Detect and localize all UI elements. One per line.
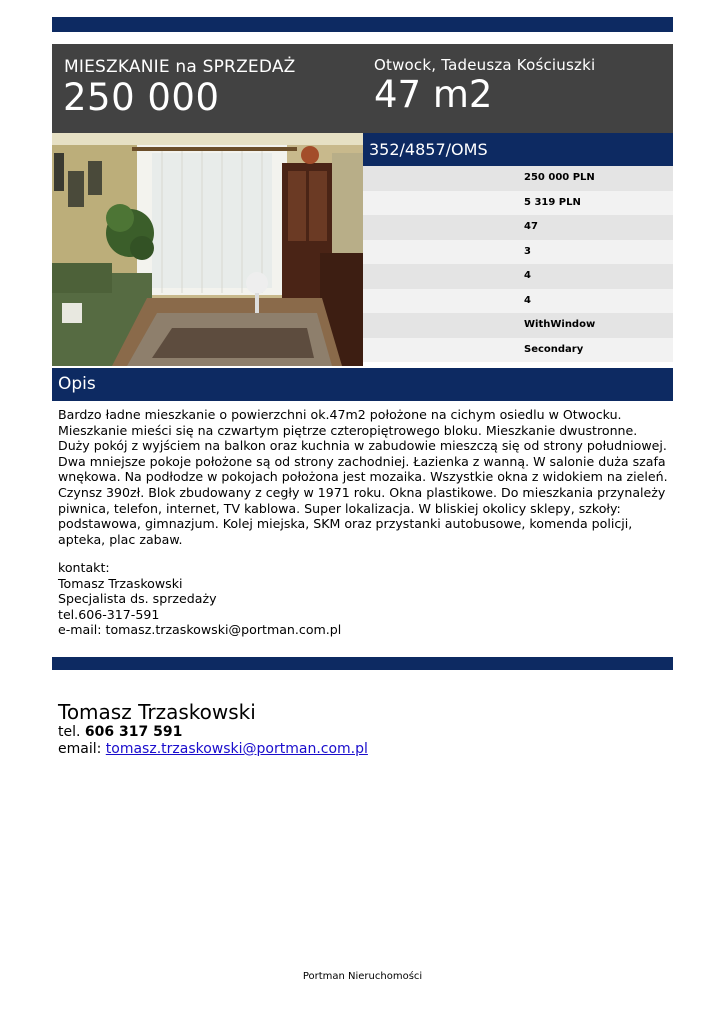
- contact-block: [58, 560, 341, 638]
- description-heading: Opis: [52, 368, 673, 401]
- listing-area: 47 m2: [374, 73, 493, 116]
- detail-area: 47: [363, 215, 673, 240]
- agent-email-link[interactable]: tomasz.trzaskowski@portman.com.pl: [105, 741, 368, 757]
- description-text: Bardzo ładne mieszkanie o powierzchni ok.47m2 położone na cichym osiedlu w Otwocku. Mieszkanie mieści się na czwartym piętrze czteropiętrowego bloku. Mieszkanie dwustronne. Duży pokój z wyjściem na balkon oraz kuchnia w zabudowie mieszczą się od strony południowej. Dwa mniejsze pokoje położone są od strony zachodniej. Łazienka z wanną. W salonie duża szafa wnękowa. Na podłodze w pokojach położona jest mozaika. Wszystkie okna z widokiem na zieleń. Czynsz 390zł. Blok zbudowany z cegły w 1971 roku. Okna plastikowe. Do mieszkania przynależy piwnica, telefon, internet, TV kablowa. Super lokalizacja. W bliskiej okolicy sklepy, szkoły: podstawowa, gimnazjum. Kolej miejska, SKM oraz przystanki autobusowe, komenda policji, apteka, plac zabaw.: [58, 407, 668, 547]
- contact-tel: tel.606-317-591: [58, 606, 160, 622]
- details-table: [363, 166, 673, 362]
- detail-kitchen: WithWindow: [363, 313, 673, 338]
- contact-name: Tomasz Trzaskowski: [58, 575, 183, 591]
- agent-tel-label: tel.: [58, 724, 81, 740]
- contact-role: Specjalista ds. sprzedaży: [58, 591, 217, 607]
- listing-reference: 352/4857/OMS: [363, 133, 673, 166]
- agent-name: Tomasz Trzaskowski: [58, 700, 256, 724]
- detail-price: 250 000 PLN: [363, 166, 673, 191]
- detail-rooms: 3: [363, 240, 673, 265]
- contact-email: e-mail: tomasz.trzaskowski@portman.com.pl: [58, 622, 342, 638]
- agent-phone: 606 317 591: [84, 724, 183, 740]
- property-photo: [52, 133, 363, 366]
- footer-company: Portman Nieruchomości: [302, 971, 423, 982]
- contact-label: kontakt:: [58, 560, 110, 575]
- detail-market: Secondary: [363, 338, 673, 363]
- agent-tel-line: [58, 724, 368, 741]
- listing-location: Otwock, Tadeusza Kościuszki: [374, 56, 596, 74]
- agent-card: [58, 700, 368, 758]
- section-divider-bar: [52, 657, 673, 670]
- detail-floors-total: 4: [363, 289, 673, 314]
- detail-price-per-m2: 5 319 PLN: [363, 191, 673, 216]
- listing-type: MIESZKANIE na SPRZEDAŻ: [64, 57, 296, 77]
- detail-floor: 4: [363, 264, 673, 289]
- listing-header: [52, 44, 673, 133]
- top-accent-bar: [52, 17, 673, 32]
- agent-email-label: email:: [58, 741, 102, 757]
- listing-price: 250 000: [63, 76, 220, 119]
- agent-email-line: [58, 741, 368, 758]
